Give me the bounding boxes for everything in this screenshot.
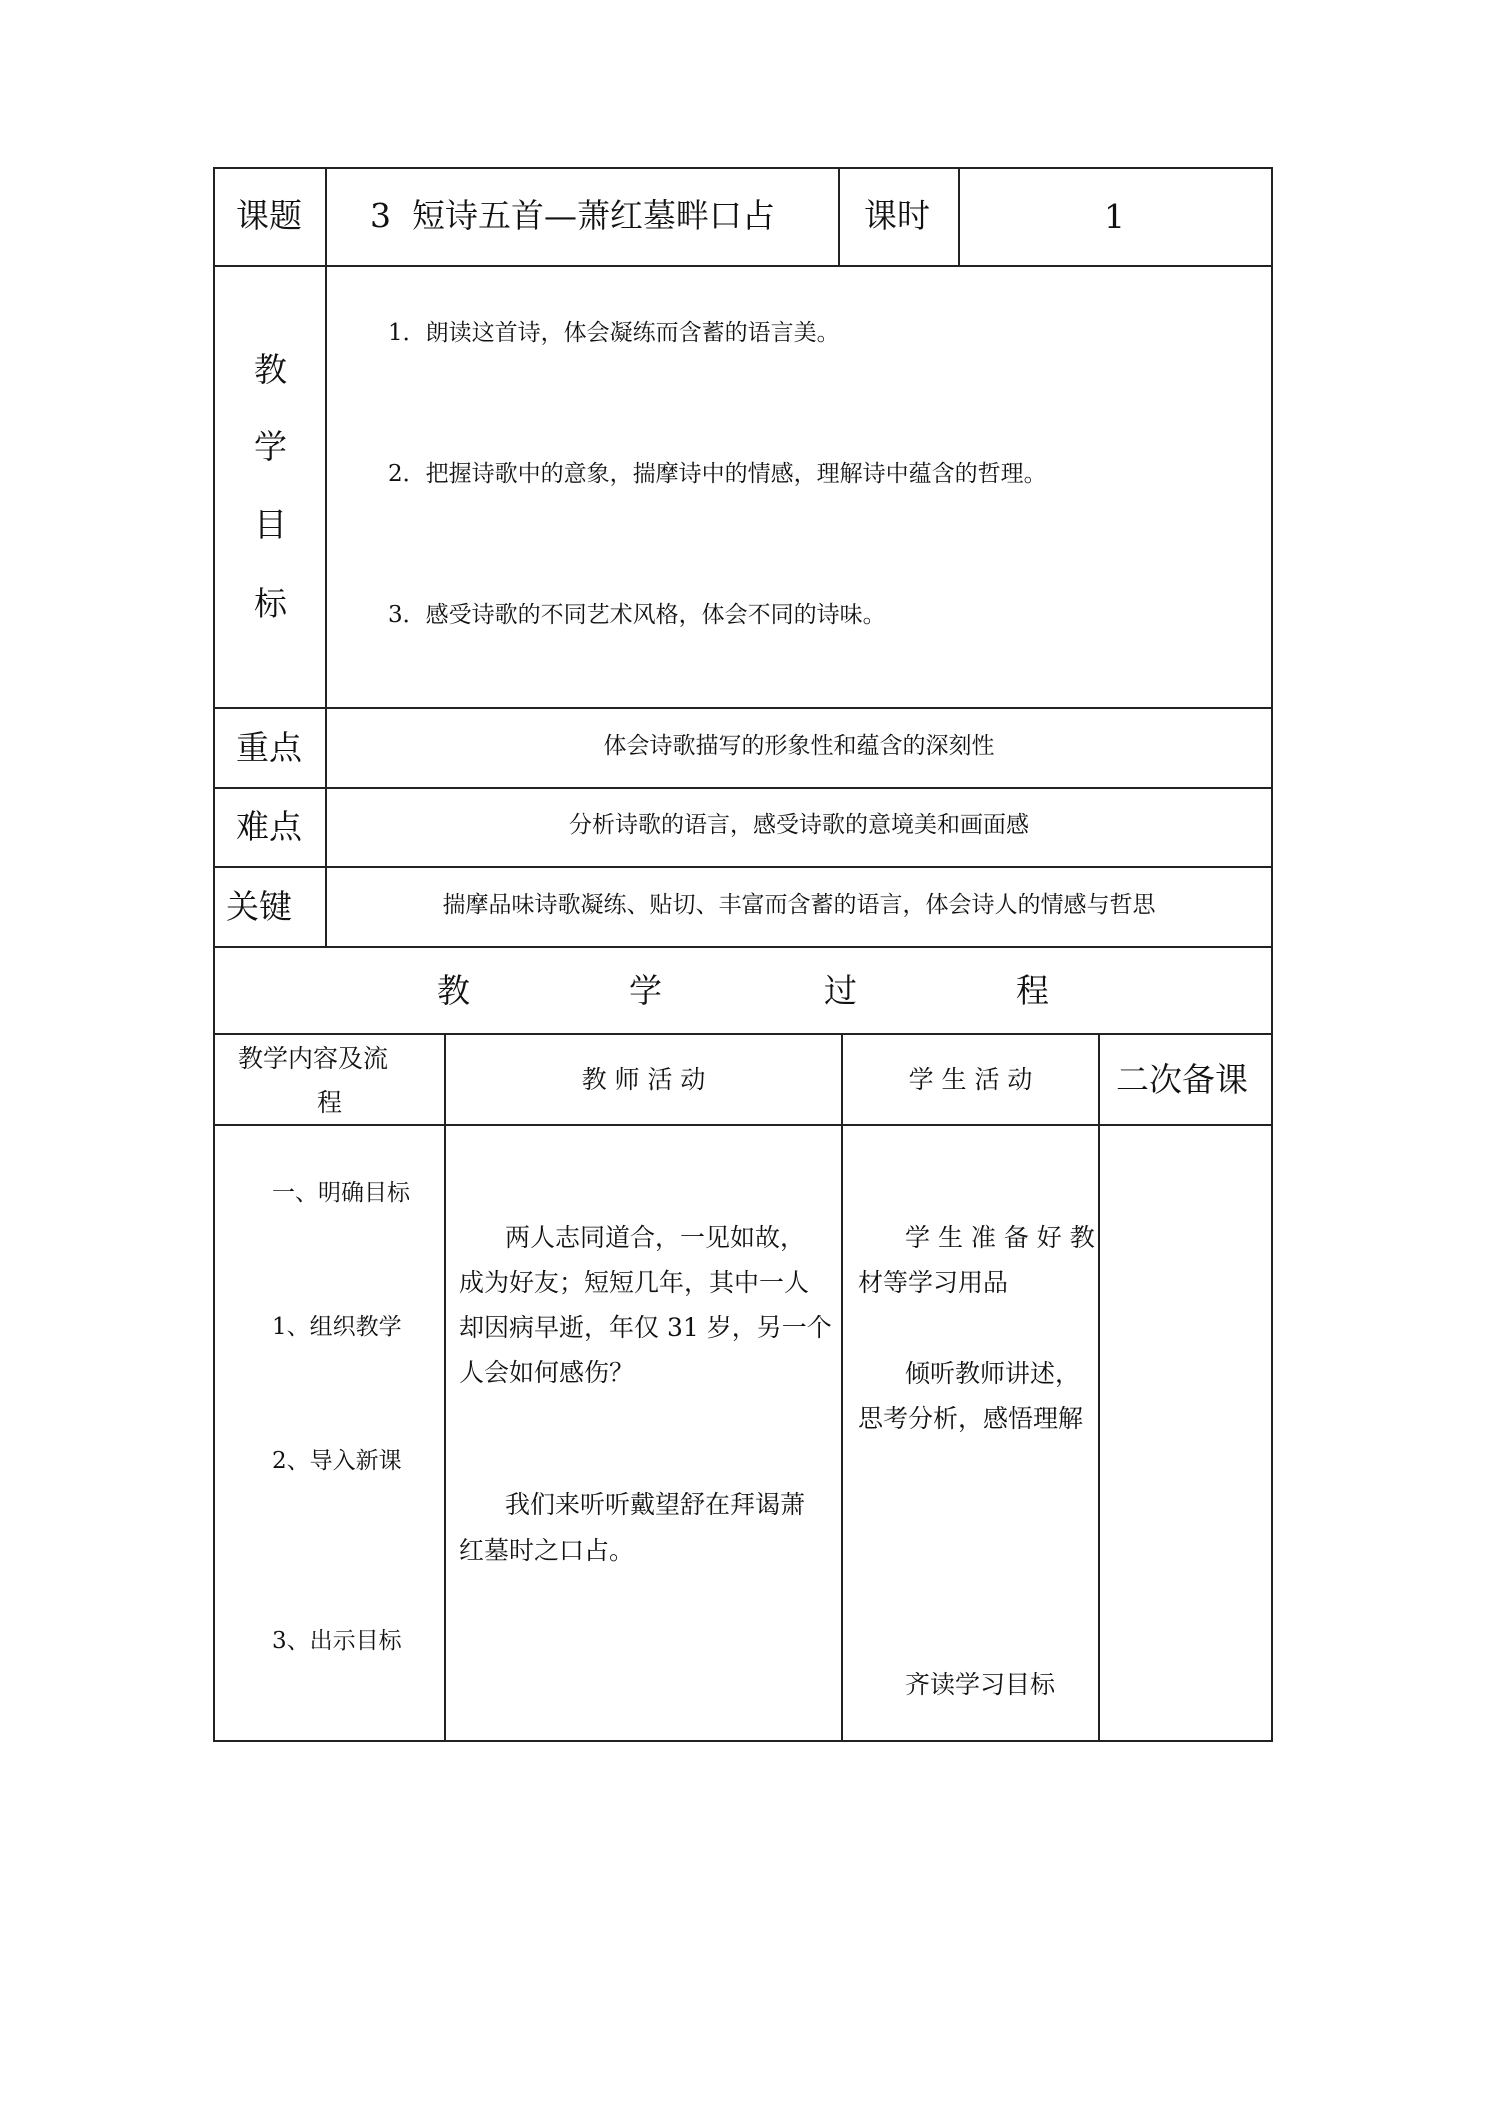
process-title-char: 程 <box>1016 971 1049 1010</box>
difficulty-value: 分析诗歌的语言，感受诗歌的意境美和画面感 <box>569 812 1029 838</box>
column-student-header: 学 生 活 动 <box>908 1065 1033 1094</box>
teacher-text-line: 人会如何感伤？ <box>459 1358 635 1387</box>
objective-item: 2．把握诗歌中的意象，揣摩诗中的情感，理解诗中蕴含的哲理。 <box>388 461 1047 487</box>
process-title-char: 教 <box>437 971 470 1010</box>
objectives-label-char: 教 <box>254 350 287 389</box>
key-point-label: 重点 <box>236 728 302 767</box>
student-text-line: 齐读学习目标 <box>905 1670 1056 1699</box>
subject-value: 3 短诗五首—萧红墓畔口占 <box>370 196 775 235</box>
content-item: 一、明确目标 <box>272 1180 410 1206</box>
rule-top <box>213 167 1273 169</box>
content-item: 3、出示目标 <box>272 1628 402 1654</box>
rule-after-objectives <box>213 707 1273 709</box>
rule-bottom <box>213 1740 1273 1742</box>
rule-header-mid <box>838 167 840 267</box>
rule-process-col2 <box>841 1033 843 1742</box>
content-item: 1、组织教学 <box>272 1314 402 1340</box>
rule-left <box>213 167 215 1742</box>
rule-after-difficulty <box>213 866 1273 868</box>
objective-item: 3．感受诗歌的不同艺术风格，体会不同的诗味。 <box>388 602 886 628</box>
rule-after-header <box>213 265 1273 267</box>
rule-after-process-title <box>213 1033 1273 1035</box>
difficulty-label: 难点 <box>236 807 302 846</box>
rule-after-keypoint <box>213 787 1273 789</box>
rule-after-crux <box>213 946 1273 948</box>
period-value: 1 <box>1104 197 1125 236</box>
key-point-value: 体会诗歌描写的形象性和蕴含的深刻性 <box>603 733 995 759</box>
teacher-text-line: 我们来听听戴望舒在拜谒萧 <box>505 1490 806 1519</box>
column-content-header-cont: 程 <box>317 1088 343 1117</box>
objectives-label-char: 目 <box>254 505 287 544</box>
crux-value: 揣摩品味诗歌凝练、贴切、丰富而含蓄的语言，体会诗人的情感与哲思 <box>442 892 1156 918</box>
student-text-line: 学 生 准 备 好 教 <box>905 1223 1095 1252</box>
content-item: 2、导入新课 <box>272 1448 402 1474</box>
teacher-text-line: 两人志同道合，一见如故， <box>505 1223 806 1252</box>
column-teacher-header: 教 师 活 动 <box>581 1065 706 1094</box>
student-text-line: 思考分析，感悟理解 <box>858 1404 1084 1433</box>
subject-label: 课题 <box>236 196 302 235</box>
rule-process-col3 <box>1098 1033 1100 1742</box>
objectives-label-char: 标 <box>254 584 287 623</box>
column-prep-header: 二次备课 <box>1116 1060 1248 1099</box>
teacher-text-line: 红墓时之口占。 <box>459 1536 635 1565</box>
student-text-line: 材等学习用品 <box>858 1268 1009 1297</box>
rule-header-period <box>958 167 960 267</box>
process-title-char: 过 <box>824 971 857 1010</box>
teacher-text-line: 成为好友；短短几年，其中一人 <box>459 1268 810 1297</box>
column-content-header: 教学内容及流 <box>238 1044 389 1073</box>
process-title-char: 学 <box>629 971 662 1010</box>
student-text-line: 倾听教师讲述， <box>905 1359 1081 1388</box>
rule-process-col1 <box>444 1033 446 1742</box>
crux-label: 关键 <box>226 887 292 926</box>
objectives-label-char: 学 <box>254 427 287 466</box>
teacher-text-line: 却因病早逝，年仅 31 岁，另一个 <box>459 1313 832 1342</box>
period-label: 课时 <box>864 196 930 235</box>
objective-item: 1．朗读这首诗，体会凝练而含蓄的语言美。 <box>388 320 840 346</box>
rule-right <box>1271 167 1273 1742</box>
rule-after-column-headers <box>213 1124 1273 1126</box>
